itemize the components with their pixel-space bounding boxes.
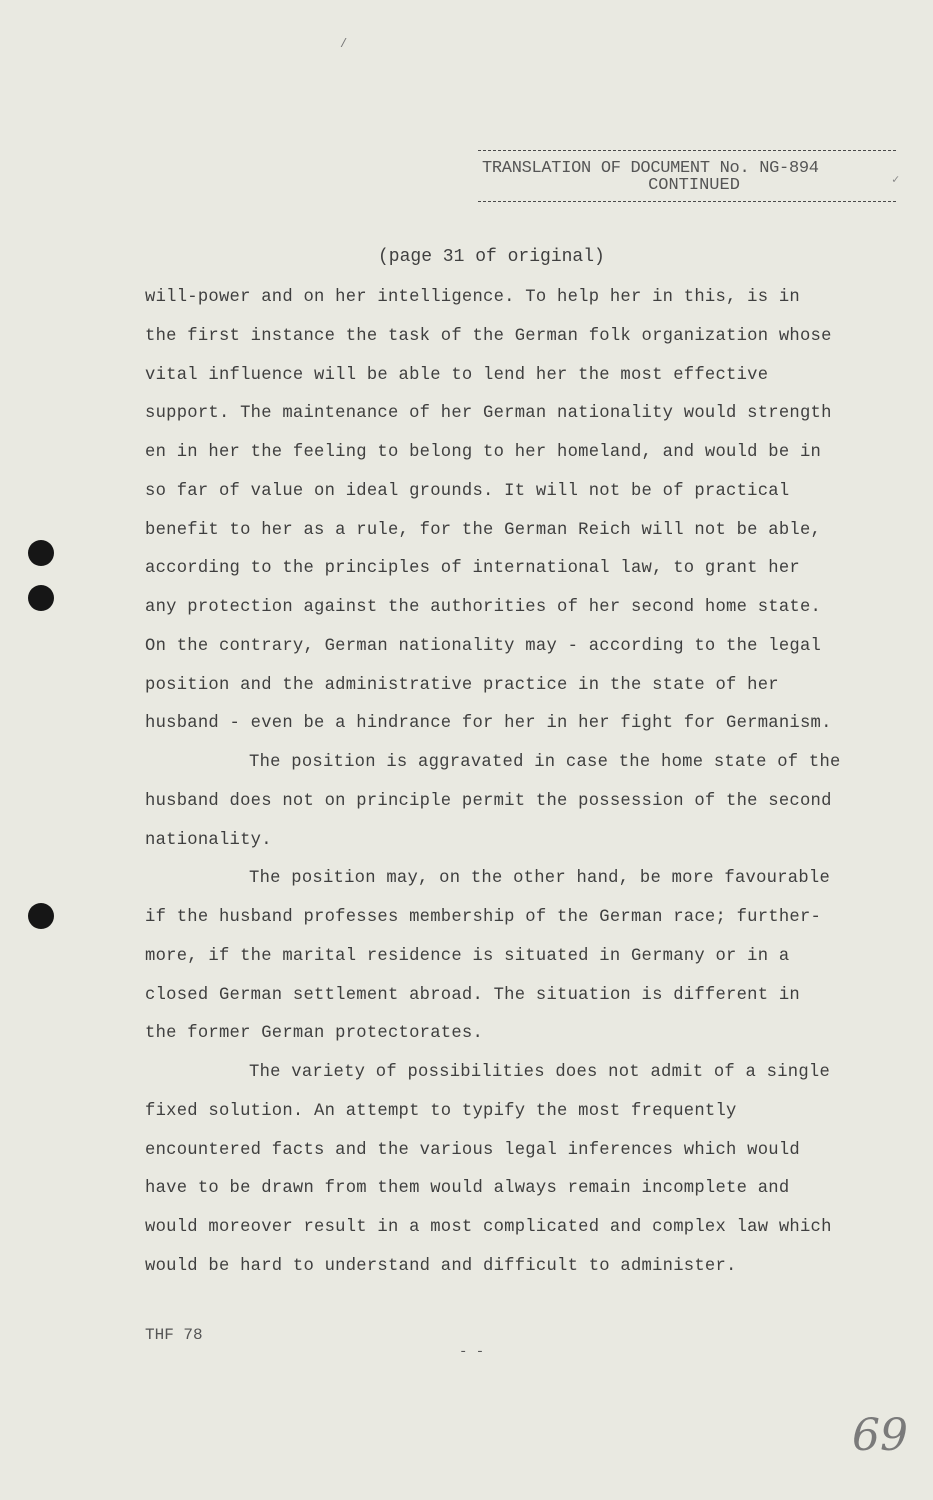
body-line: fixed solution. An attempt to typify the most frequently bbox=[145, 1101, 737, 1121]
body-line: benefit to her as a rule, for the German Reich will not be able, bbox=[145, 520, 822, 540]
folio-number: 69 bbox=[852, 1410, 908, 1461]
body-line: according to the principles of international law, to grant her bbox=[145, 559, 800, 579]
body-line: The variety of possibilities does not admit of a single bbox=[249, 1063, 831, 1082]
body-line: if the husband professes membership of the German race; further- bbox=[145, 908, 822, 927]
header-subtitle: CONTINUED bbox=[648, 176, 740, 195]
body-line: the first instance the task of the German folk organization whose bbox=[145, 326, 832, 346]
body-line: so far of value on ideal grounds. It will not be of practical bbox=[145, 481, 790, 501]
punch-hole bbox=[28, 540, 54, 566]
margin-mark: / bbox=[340, 37, 348, 51]
header-title: TRANSLATION OF DOCUMENT No. NG-894 bbox=[482, 159, 819, 178]
body-line: closed German settlement abroad. The situation is different in bbox=[145, 985, 800, 1005]
punch-hole bbox=[28, 585, 54, 611]
body-line: any protection against the authorities of her second home state. bbox=[145, 598, 822, 617]
body-line: would moreover result in a most complicated and complex law which bbox=[145, 1218, 832, 1237]
check-mark: ✓ bbox=[892, 173, 900, 187]
body-line: position and the administrative practice in the state of her bbox=[145, 675, 779, 695]
document-header bbox=[478, 150, 896, 202]
body-line: husband does not on principle permit the possession of the second bbox=[145, 791, 832, 811]
body-line: have to be drawn from them would always remain incomplete and bbox=[145, 1179, 790, 1199]
body-line: On the contrary, German nationality may - according to the legal bbox=[145, 636, 822, 656]
body-line: nationality. bbox=[145, 830, 272, 850]
body-line: more, if the marital residence is situated in Germany or in a bbox=[145, 946, 790, 966]
body-line: the former German protectorates. bbox=[145, 1024, 484, 1044]
body-text bbox=[145, 281, 925, 1289]
body-line: will-power and on her intelligence. To help her in this, is in bbox=[145, 288, 800, 307]
body-line: encountered facts and the various legal inferences which would bbox=[145, 1140, 800, 1160]
body-line: support. The maintenance of her German nationality would strength bbox=[145, 404, 832, 424]
page-reference: (page 31 of original) bbox=[378, 247, 605, 267]
body-line: The position is aggravated in case the home state of the bbox=[249, 753, 841, 772]
footer-identifier: THF 78 bbox=[145, 1326, 203, 1344]
header-divider-bottom bbox=[478, 201, 896, 202]
header-divider-top bbox=[478, 150, 896, 151]
body-line: The position may, on the other hand, be more favourable bbox=[249, 869, 831, 889]
body-line: would be hard to understand and difficult to administer. bbox=[145, 1256, 737, 1276]
body-line: husband - even be a hindrance for her in her fight for Germanism. bbox=[145, 714, 832, 734]
punch-hole bbox=[28, 903, 54, 929]
body-line: vital influence will be able to lend her the most effective bbox=[145, 365, 769, 385]
body-line: en in her the feeling to belong to her homeland, and would be in bbox=[145, 443, 822, 462]
footer-center-mark: - - bbox=[459, 1344, 485, 1360]
